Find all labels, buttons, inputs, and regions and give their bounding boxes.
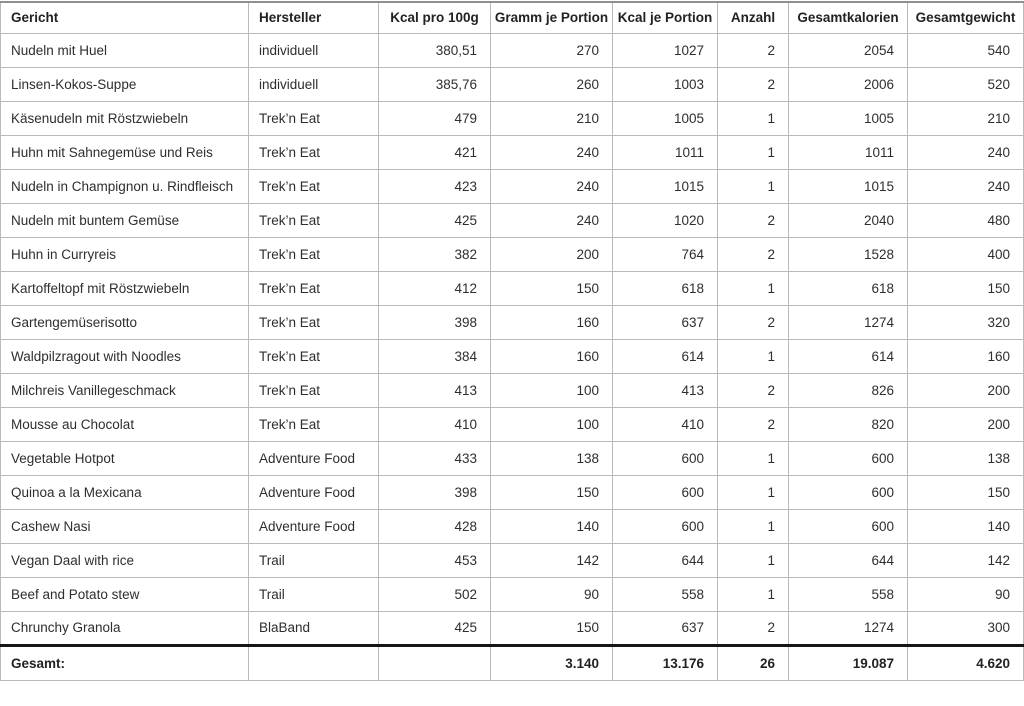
table-cell: Trail bbox=[249, 543, 379, 577]
table-cell: 1 bbox=[718, 101, 789, 135]
table-cell: 1020 bbox=[613, 203, 718, 237]
table-cell: 600 bbox=[789, 475, 908, 509]
total-value: 26 bbox=[718, 645, 789, 680]
table-cell: 1011 bbox=[613, 135, 718, 169]
dish-cell: Waldpilzragout with Noodles bbox=[1, 339, 249, 373]
table-cell: 150 bbox=[491, 271, 613, 305]
table-cell: 142 bbox=[908, 543, 1024, 577]
table-row bbox=[1, 237, 1024, 271]
table-cell: 200 bbox=[908, 373, 1024, 407]
table-row bbox=[1, 101, 1024, 135]
dish-cell: Milchreis Vanillegeschmack bbox=[1, 373, 249, 407]
table-cell: 100 bbox=[491, 407, 613, 441]
table-cell: Trek’n Eat bbox=[249, 271, 379, 305]
table-cell: 1274 bbox=[789, 305, 908, 339]
table-cell: Trek’n Eat bbox=[249, 203, 379, 237]
table-cell: Trek’n Eat bbox=[249, 407, 379, 441]
table-cell: 1528 bbox=[789, 237, 908, 271]
table-cell: 600 bbox=[789, 441, 908, 475]
table-cell: 400 bbox=[908, 237, 1024, 271]
table-cell: 600 bbox=[613, 509, 718, 543]
table-row bbox=[1, 475, 1024, 509]
table-cell: 410 bbox=[379, 407, 491, 441]
column-header: Gericht bbox=[1, 2, 249, 33]
table-cell: 502 bbox=[379, 577, 491, 611]
table-row bbox=[1, 33, 1024, 67]
table-cell: 2 bbox=[718, 407, 789, 441]
table-cell: 240 bbox=[908, 169, 1024, 203]
table-cell: 412 bbox=[379, 271, 491, 305]
table-cell: 240 bbox=[908, 135, 1024, 169]
table-cell: 637 bbox=[613, 305, 718, 339]
table-cell: 150 bbox=[908, 271, 1024, 305]
table-cell: 150 bbox=[908, 475, 1024, 509]
table-cell: 614 bbox=[789, 339, 908, 373]
table-row bbox=[1, 407, 1024, 441]
table-cell: 826 bbox=[789, 373, 908, 407]
table-cell: Trek’n Eat bbox=[249, 101, 379, 135]
table-cell: 398 bbox=[379, 305, 491, 339]
dish-cell: Käsenudeln mit Röstzwiebeln bbox=[1, 101, 249, 135]
table-row bbox=[1, 339, 1024, 373]
table-cell: 764 bbox=[613, 237, 718, 271]
table-cell: 2006 bbox=[789, 67, 908, 101]
table-cell: 1015 bbox=[789, 169, 908, 203]
table-cell: 160 bbox=[491, 339, 613, 373]
column-header: Gesamtkalorien bbox=[789, 2, 908, 33]
dish-cell: Vegetable Hotpot bbox=[1, 441, 249, 475]
dish-cell: Cashew Nasi bbox=[1, 509, 249, 543]
dish-cell: Huhn mit Sahnegemüse und Reis bbox=[1, 135, 249, 169]
table-cell: Trek’n Eat bbox=[249, 135, 379, 169]
table-cell: 160 bbox=[491, 305, 613, 339]
table-cell: 1005 bbox=[613, 101, 718, 135]
dish-cell: Vegan Daal with rice bbox=[1, 543, 249, 577]
table-cell: 1274 bbox=[789, 611, 908, 645]
table-cell: 423 bbox=[379, 169, 491, 203]
table-cell: 413 bbox=[613, 373, 718, 407]
table-cell: 1 bbox=[718, 271, 789, 305]
table-cell: 2 bbox=[718, 611, 789, 645]
column-header: Hersteller bbox=[249, 2, 379, 33]
table-cell: 644 bbox=[789, 543, 908, 577]
table-cell: 2 bbox=[718, 305, 789, 339]
dish-cell: Gartengemüserisotto bbox=[1, 305, 249, 339]
table-cell: individuell bbox=[249, 33, 379, 67]
table-cell: 385,76 bbox=[379, 67, 491, 101]
table-cell: Trek’n Eat bbox=[249, 305, 379, 339]
table-cell: 240 bbox=[491, 203, 613, 237]
table-cell: 240 bbox=[491, 135, 613, 169]
table-cell: 2 bbox=[718, 33, 789, 67]
table-cell: 398 bbox=[379, 475, 491, 509]
table-cell: 1 bbox=[718, 509, 789, 543]
dish-cell: Nudeln mit buntem Gemüse bbox=[1, 203, 249, 237]
table-cell: 2 bbox=[718, 67, 789, 101]
table-row bbox=[1, 169, 1024, 203]
total-value: 4.620 bbox=[908, 645, 1024, 680]
table-cell: 480 bbox=[908, 203, 1024, 237]
table-cell: 320 bbox=[908, 305, 1024, 339]
table-cell: Trek’n Eat bbox=[249, 339, 379, 373]
table-cell: 1011 bbox=[789, 135, 908, 169]
column-header: Gesamtgewicht bbox=[908, 2, 1024, 33]
table-cell: 644 bbox=[613, 543, 718, 577]
table-cell: 1 bbox=[718, 135, 789, 169]
table-cell: 1015 bbox=[613, 169, 718, 203]
table-cell: 433 bbox=[379, 441, 491, 475]
table-cell: 142 bbox=[491, 543, 613, 577]
table-cell: 425 bbox=[379, 203, 491, 237]
total-value bbox=[249, 645, 379, 680]
table-cell: 1027 bbox=[613, 33, 718, 67]
table-row bbox=[1, 67, 1024, 101]
dish-cell: Beef and Potato stew bbox=[1, 577, 249, 611]
table-cell: 600 bbox=[789, 509, 908, 543]
table-cell: 2 bbox=[718, 373, 789, 407]
table-cell: 138 bbox=[491, 441, 613, 475]
table-row bbox=[1, 305, 1024, 339]
table-cell: Adventure Food bbox=[249, 441, 379, 475]
table-cell: 600 bbox=[613, 441, 718, 475]
dish-cell: Linsen-Kokos-Suppe bbox=[1, 67, 249, 101]
table-row bbox=[1, 203, 1024, 237]
table-row bbox=[1, 509, 1024, 543]
column-header: Kcal pro 100g bbox=[379, 2, 491, 33]
table-cell: 558 bbox=[613, 577, 718, 611]
table-cell: 2 bbox=[718, 203, 789, 237]
table-cell: 2 bbox=[718, 237, 789, 271]
table-cell: 384 bbox=[379, 339, 491, 373]
dish-cell: Huhn in Curryreis bbox=[1, 237, 249, 271]
table-cell: Trek’n Eat bbox=[249, 373, 379, 407]
dish-cell: Chrunchy Granola bbox=[1, 611, 249, 645]
table-cell: Adventure Food bbox=[249, 509, 379, 543]
table-cell: Adventure Food bbox=[249, 475, 379, 509]
table-cell: 240 bbox=[491, 169, 613, 203]
table-cell: 558 bbox=[789, 577, 908, 611]
table-cell: individuell bbox=[249, 67, 379, 101]
table-cell: 160 bbox=[908, 339, 1024, 373]
table-row bbox=[1, 271, 1024, 305]
table-row bbox=[1, 373, 1024, 407]
table-cell: 1005 bbox=[789, 101, 908, 135]
table-cell: 428 bbox=[379, 509, 491, 543]
table-cell: 150 bbox=[491, 611, 613, 645]
table-cell: 210 bbox=[491, 101, 613, 135]
table-cell: 210 bbox=[908, 101, 1024, 135]
table-cell: 1 bbox=[718, 543, 789, 577]
total-value: 13.176 bbox=[613, 645, 718, 680]
table-cell: 1 bbox=[718, 441, 789, 475]
column-header: Gramm je Portion bbox=[491, 2, 613, 33]
table-cell: 520 bbox=[908, 67, 1024, 101]
table-cell: 380,51 bbox=[379, 33, 491, 67]
table-cell: 479 bbox=[379, 101, 491, 135]
table-cell: 200 bbox=[908, 407, 1024, 441]
table-cell: 138 bbox=[908, 441, 1024, 475]
table-cell: 100 bbox=[491, 373, 613, 407]
table-cell: 1003 bbox=[613, 67, 718, 101]
dish-cell: Kartoffeltopf mit Röstzwiebeln bbox=[1, 271, 249, 305]
dish-cell: Quinoa a la Mexicana bbox=[1, 475, 249, 509]
dish-cell: Mousse au Chocolat bbox=[1, 407, 249, 441]
table-cell: 382 bbox=[379, 237, 491, 271]
table-cell: 1 bbox=[718, 339, 789, 373]
table-cell: 260 bbox=[491, 67, 613, 101]
column-header: Anzahl bbox=[718, 2, 789, 33]
table-cell: 600 bbox=[613, 475, 718, 509]
table-cell: BlaBand bbox=[249, 611, 379, 645]
table-cell: 200 bbox=[491, 237, 613, 271]
table-row bbox=[1, 543, 1024, 577]
table-cell: 614 bbox=[613, 339, 718, 373]
table-cell: 300 bbox=[908, 611, 1024, 645]
table-row bbox=[1, 577, 1024, 611]
table-cell: 1 bbox=[718, 169, 789, 203]
table-cell: 2040 bbox=[789, 203, 908, 237]
table-cell: 1 bbox=[718, 475, 789, 509]
header-row bbox=[1, 2, 1024, 33]
table-row bbox=[1, 441, 1024, 475]
total-value: 3.140 bbox=[491, 645, 613, 680]
table-row bbox=[1, 135, 1024, 169]
table-cell: Trek’n Eat bbox=[249, 169, 379, 203]
table-row bbox=[1, 611, 1024, 645]
table-cell: 618 bbox=[789, 271, 908, 305]
calorie-table bbox=[0, 1, 1024, 681]
table-cell: 421 bbox=[379, 135, 491, 169]
table-cell: Trek’n Eat bbox=[249, 237, 379, 271]
table-cell: 270 bbox=[491, 33, 613, 67]
table-cell: 140 bbox=[491, 509, 613, 543]
total-label: Gesamt: bbox=[1, 645, 249, 680]
table-cell: 820 bbox=[789, 407, 908, 441]
total-value bbox=[379, 645, 491, 680]
table-cell: 150 bbox=[491, 475, 613, 509]
table-cell: 453 bbox=[379, 543, 491, 577]
table-cell: 90 bbox=[908, 577, 1024, 611]
table-cell: 1 bbox=[718, 577, 789, 611]
dish-cell: Nudeln mit Huel bbox=[1, 33, 249, 67]
table-cell: 618 bbox=[613, 271, 718, 305]
table-cell: 90 bbox=[491, 577, 613, 611]
table-cell: 410 bbox=[613, 407, 718, 441]
table-cell: 637 bbox=[613, 611, 718, 645]
total-row bbox=[1, 645, 1024, 680]
table-cell: 425 bbox=[379, 611, 491, 645]
table-cell: 413 bbox=[379, 373, 491, 407]
table-cell: 540 bbox=[908, 33, 1024, 67]
table-cell: 140 bbox=[908, 509, 1024, 543]
total-value: 19.087 bbox=[789, 645, 908, 680]
table-cell: Trail bbox=[249, 577, 379, 611]
dish-cell: Nudeln in Champignon u. Rindfleisch bbox=[1, 169, 249, 203]
table-cell: 2054 bbox=[789, 33, 908, 67]
table-body bbox=[1, 33, 1024, 645]
column-header: Kcal je Portion bbox=[613, 2, 718, 33]
